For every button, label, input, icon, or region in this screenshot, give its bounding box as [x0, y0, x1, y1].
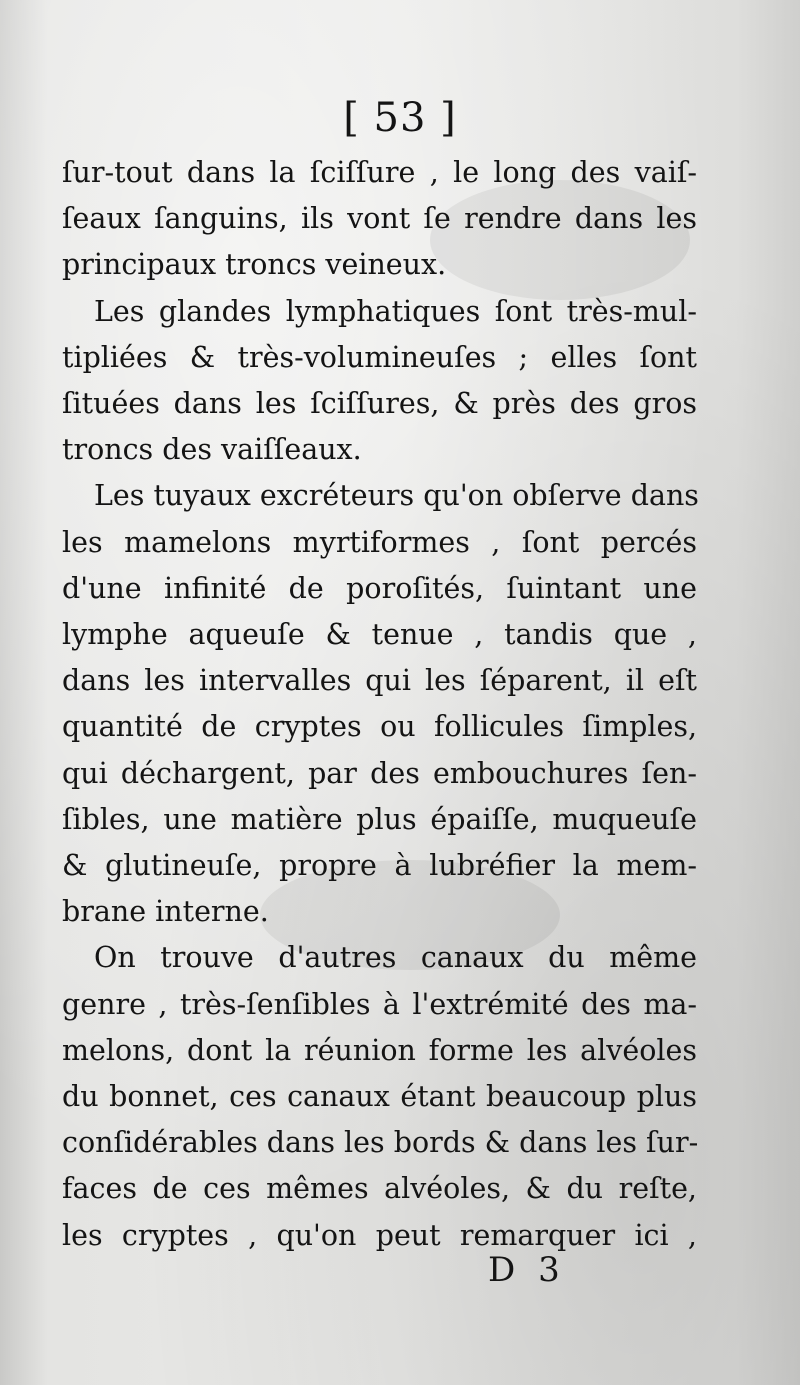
text-line: ſeaux ſanguins, ils vont ſe rendre dans les: [62, 202, 697, 236]
text-line: les cryptes , qu'on peut remarquer ici ,: [62, 1218, 697, 1252]
text-line: principaux troncs veineux.: [62, 248, 447, 282]
text-line: ſibles, une matière plus épaiſſe, muqueuſe: [62, 802, 697, 836]
text-line: ſituées dans les ſciſſures, & près des gros: [62, 387, 697, 421]
paragraph: [62, 473, 697, 935]
text-line: quantité de cryptes ou follicules ſimples,: [62, 710, 697, 744]
text-line: conſidérables dans les bords & dans les ſur-: [62, 1126, 699, 1160]
text-line: melons, dont la réunion forme les alvéoles: [62, 1033, 697, 1067]
text-line: Les tuyaux excréteurs qu'on obſerve dans: [94, 479, 699, 513]
text-line: les mamelons myrtiformes , ſont percés: [62, 525, 697, 559]
text-line: faces de ces mêmes alvéoles, & du reſte,: [62, 1172, 697, 1206]
text-line: lymphe aqueuſe & tenue , tandis que ,: [62, 618, 697, 652]
text-line: On trouve d'autres canaux du même: [94, 941, 697, 975]
text-line: du bonnet, ces canaux étant beaucoup plus: [62, 1080, 697, 1114]
body-text: [62, 150, 697, 1259]
paragraph: [62, 935, 697, 1258]
text-line: Les glandes lymphatiques ſont très-mul-: [94, 294, 697, 328]
text-line: d'une infinité de poroſités, ſuintant une: [62, 571, 697, 605]
text-line: dans les intervalles qui les ſéparent, il eſt: [62, 664, 697, 698]
paragraph: [62, 289, 697, 474]
text-line: brane interne.: [62, 895, 269, 929]
signature-mark: D 3: [488, 1250, 566, 1290]
text-line: tipliées & très-volumineuſes ; elles ſont: [62, 340, 697, 374]
text-line: genre , très-ſenſibles à l'extrémité des ma-: [62, 987, 697, 1021]
page-number: [ 53 ]: [343, 95, 457, 141]
text-line: troncs des vaiſſeaux.: [62, 433, 362, 467]
text-line: qui déchargent, par des embouchures ſen-: [62, 756, 697, 790]
text-line: & glutineuſe, propre à lubréfier la mem-: [62, 849, 697, 883]
text-line: ſur-tout dans la ſciſſure , le long des vaiſ-: [62, 156, 697, 189]
paragraph: [62, 150, 697, 289]
